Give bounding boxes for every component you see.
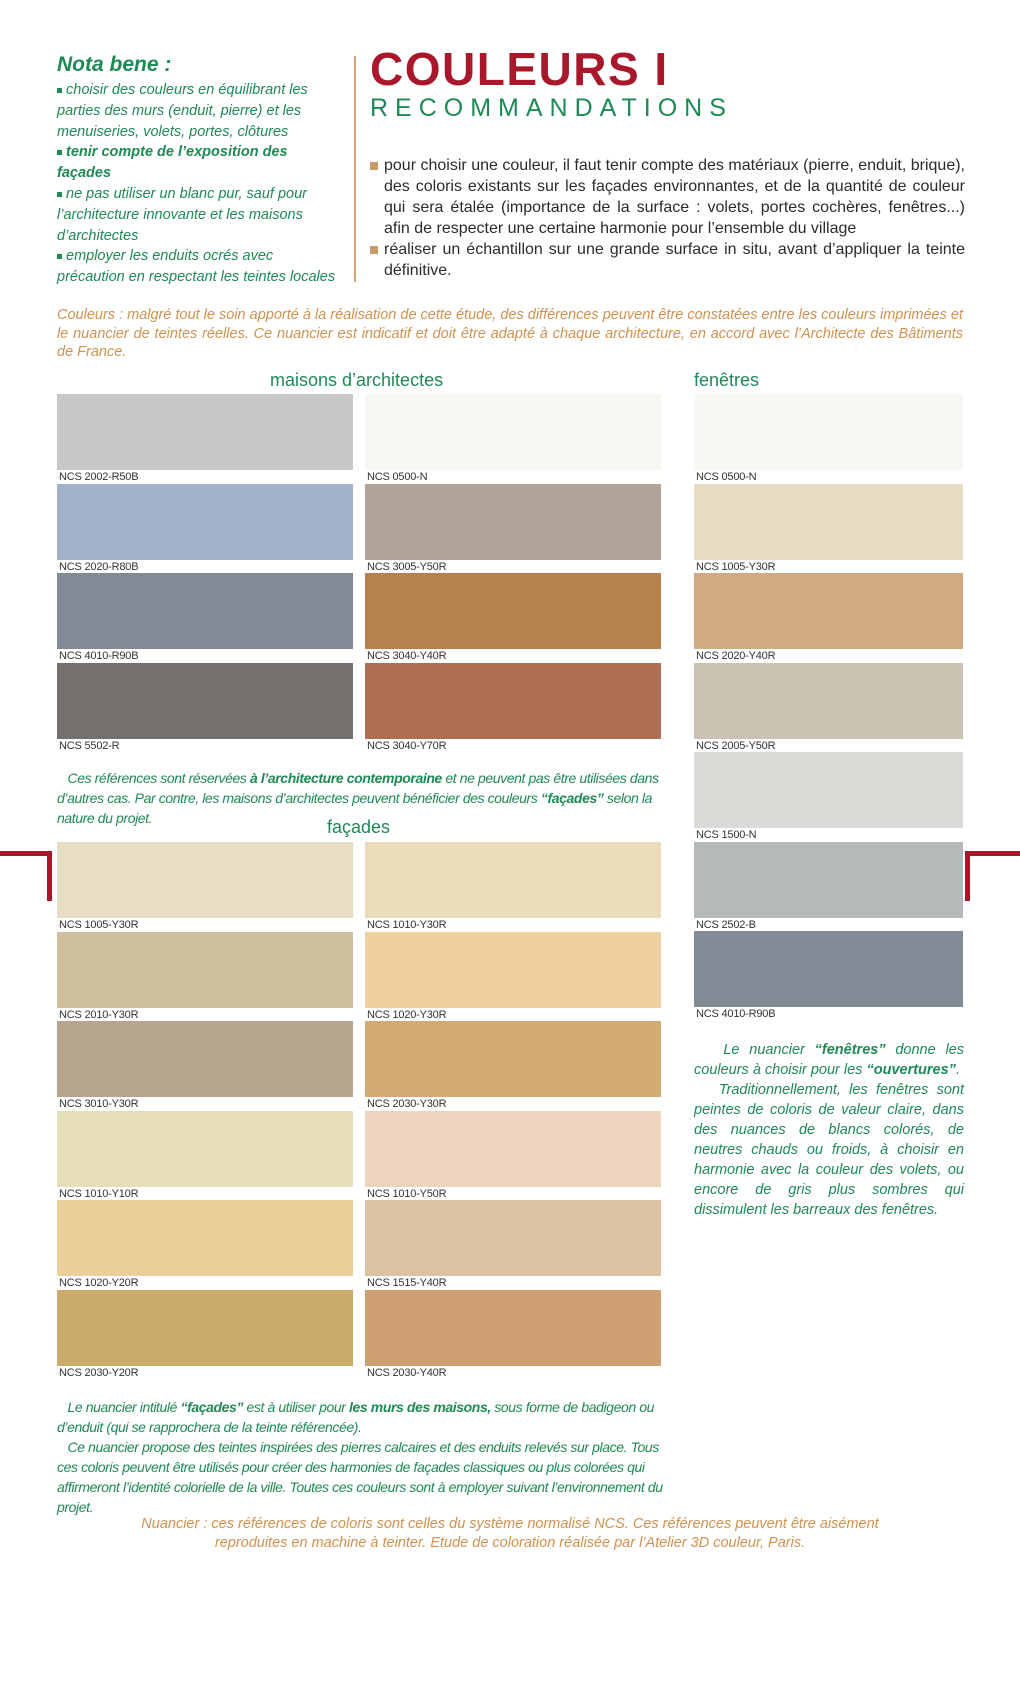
color-swatch-architectes	[57, 573, 353, 649]
note-fac-part-c: est à utiliser pour	[243, 1399, 350, 1415]
color-swatch-fenetres	[694, 842, 963, 918]
color-swatch-architectes	[57, 663, 353, 739]
swatch-code-label: NCS 3040-Y70R	[367, 739, 447, 752]
swatch-code-label: NCS 4010-R90B	[59, 650, 139, 662]
nota-item-3-text: ne pas utiliser un blanc pur, sauf pour l’architecture innovante et les maisons d’architectes	[57, 185, 308, 244]
recommendation-item-2	[370, 239, 965, 281]
swatch-code-label: NCS 1010-Y30R	[367, 919, 447, 931]
swatch-code-label: NCS 1515-Y40R	[367, 1277, 447, 1289]
note-fen-part-e: .	[955, 1062, 960, 1078]
recommendation-item-2-text: réaliser un échantillon sur une grande surface in situ, avant d’appliquer la teinte définitive.	[384, 241, 965, 279]
swatch-code-label: NCS 1010-Y50R	[367, 1187, 447, 1200]
nota-bene-panel	[57, 52, 340, 288]
nota-item-1	[57, 80, 340, 142]
color-swatch-facades	[365, 1200, 661, 1276]
swatch-code-label: NCS 2005-Y50R	[696, 739, 776, 752]
note-fen-part-d: “ouvertures”	[866, 1062, 956, 1078]
note-fen-part-f: Traditionnellement, les fenêtres sont peintes de coloris de valeur claire, dans des nuances de blancs colorés, de neutres chauds ou froids, à choisir en harmonie avec la couleur des volets, ou encore de gris plus sombres qui dissimulent les barreaux des fenêtres.	[694, 1082, 964, 1218]
swatch-code-label: NCS 3040-Y40R	[367, 650, 447, 662]
bullet-square-icon	[57, 254, 62, 259]
swatch-code-label: NCS 2010-Y30R	[59, 1008, 139, 1021]
section-title-architectes: maisons d’architectes	[270, 370, 444, 390]
note-architectes	[57, 768, 667, 828]
color-swatch-facades	[57, 932, 353, 1008]
recommendation-item-1-text: pour choisir une couleur, il faut tenir compte des matériaux (pierre, enduit, brique), des coloris existants sur les façades environnantes, et de la quantité de couleur qui sera étalée (importance de la surface : volets, portes cochères, fenêtres...) afin de respecter une certaine harmonie pour l’ensemble du village	[384, 157, 965, 237]
vertical-divider	[354, 56, 356, 282]
note-fac-part-e: sous forme de badigeon ou d’enduit (qui se rapprochera de la teinte référencée).	[57, 1399, 654, 1435]
note-fen-part-b: “fenêtres”	[814, 1042, 886, 1058]
color-swatch-fenetres	[694, 931, 963, 1007]
page-subtitle: RECOMMANDATIONS	[370, 94, 733, 122]
swatch-code-label: NCS 2030-Y30R	[367, 1098, 447, 1110]
footer-note: Nuancier : ces références de coloris sont celles du système normalisé NCS. Ces références peuvent être aisément reproduites en machine à teinter. Etude de coloration réalisée par l’Atelier 3D couleur, Paris.	[141, 1516, 879, 1551]
color-swatch-fenetres	[694, 663, 963, 739]
color-swatch-architectes	[57, 484, 353, 560]
swatch-code-label: NCS 3010-Y30R	[59, 1098, 139, 1110]
swatch-code-label: NCS 2020-R80B	[59, 560, 139, 573]
swatch-code-label: NCS 2030-Y20R	[59, 1366, 139, 1379]
color-swatch-fenetres	[694, 394, 963, 470]
color-swatch-architectes	[365, 573, 661, 649]
color-swatch-facades	[365, 932, 661, 1008]
note-fac-part-f: Ce nuancier propose des teintes inspirées des pierres calcaires et des enduits relevés sur place. Tous ces coloris peuvent être utilisés pour créer des harmonies de façades classiques ou plus colorées qui affirmeront l’identité colorielle de la ville. Toutes ces couleurs sont à employer suivant l’environnement du projet.	[57, 1439, 663, 1515]
swatch-code-label: NCS 1010-Y10R	[59, 1187, 139, 1200]
color-swatch-facades	[365, 1290, 661, 1366]
bullet-square-icon	[57, 88, 62, 93]
swatch-code-label: NCS 1500-N	[696, 829, 757, 841]
note-fen-part-a: Le nuancier	[723, 1042, 815, 1058]
section-title-fenetres: fenêtres	[694, 370, 760, 390]
recommendation-item-1	[370, 155, 965, 239]
nota-item-3	[57, 184, 340, 246]
color-swatch-facades	[57, 1290, 353, 1366]
note-fac-part-a: Le nuancier intitulé	[67, 1399, 181, 1415]
swatch-code-label: NCS 0500-N	[367, 471, 428, 483]
bullet-square-icon	[57, 150, 62, 155]
swatch-code-label: NCS 3005-Y50R	[367, 560, 447, 573]
section-title-facades: façades	[327, 817, 391, 837]
swatch-code-label: NCS 2002-R50B	[59, 471, 139, 483]
nota-item-2	[57, 142, 340, 184]
color-swatch-architectes	[365, 394, 661, 470]
note-fenetres	[694, 1040, 964, 1220]
nota-item-4	[57, 246, 340, 288]
swatch-code-label: NCS 5502-R	[59, 739, 120, 752]
note-arch-part-b: à l’architecture contemporaine	[250, 770, 442, 786]
color-swatch-fenetres	[694, 484, 963, 560]
bullet-square-icon	[370, 246, 378, 254]
nota-bene-title: Nota bene :	[57, 53, 172, 76]
note-fac-part-d: les murs des maisons,	[349, 1399, 491, 1415]
page-title: COULEURS I	[370, 43, 669, 95]
swatch-code-label: NCS 2030-Y40R	[367, 1366, 447, 1379]
color-swatch-architectes	[365, 484, 661, 560]
color-swatch-facades	[365, 842, 661, 918]
swatch-code-label: NCS 1020-Y30R	[367, 1008, 447, 1021]
swatch-code-label: NCS 1005-Y30R	[59, 919, 139, 931]
bracket-left-decoration	[0, 851, 52, 901]
swatch-code-label: NCS 1020-Y20R	[59, 1277, 139, 1289]
color-swatch-architectes	[365, 663, 661, 739]
bullet-square-icon	[370, 162, 378, 170]
swatch-code-label: NCS 4010-R90B	[696, 1008, 776, 1020]
note-arch-part-e: selon la nature du projet.	[57, 790, 652, 826]
colour-caveat: Couleurs : malgré tout le soin apporté à la réalisation de cette étude, des différences peuvent être constatées entre les couleurs imprimées et le nuancier de teintes réelles. Ce nuancier est indicatif et doit être adapté à chaque architecture, en accord avec l’Architecte des Bâtiments de France.	[57, 307, 963, 360]
swatch-code-label: NCS 0500-N	[696, 471, 757, 483]
recommendation-list	[370, 155, 965, 281]
nota-item-4-text: employer les enduits ocrés avec précaution en respectant les teintes locales	[57, 248, 336, 286]
color-swatch-fenetres	[694, 752, 963, 828]
color-swatch-facades	[57, 1200, 353, 1276]
color-swatch-facades	[57, 1111, 353, 1187]
note-arch-part-d: “façades”	[540, 790, 604, 806]
note-facades	[57, 1397, 667, 1517]
note-fen-part-c: donne les couleurs à choisir pour les	[694, 1042, 964, 1078]
color-swatch-facades	[57, 842, 353, 918]
bullet-square-icon	[57, 192, 62, 197]
swatch-code-label: NCS 1005-Y30R	[696, 560, 776, 573]
note-arch-part-a: Ces références sont réservées	[67, 770, 251, 786]
color-swatch-facades	[57, 1021, 353, 1097]
swatch-code-label: NCS 2020-Y40R	[696, 650, 776, 662]
swatch-code-label: NCS 2502-B	[696, 918, 756, 931]
nota-item-1-text: choisir des couleurs en équilibrant les parties des murs (enduit, pierre) et les menuiseries, volets, portes, clôtures	[57, 82, 308, 140]
color-swatch-facades	[365, 1111, 661, 1187]
note-arch-part-c: et ne peuvent pas être utilisées dans d’autres cas. Par contre, les maisons d’architectes peuvent bénéficier des couleurs	[57, 770, 659, 806]
nota-item-2-text: tenir compte de l’exposition des façades	[57, 144, 288, 182]
color-swatch-facades	[365, 1021, 661, 1097]
color-swatch-fenetres	[694, 573, 963, 649]
note-fac-part-b: “façades”	[180, 1399, 244, 1415]
bracket-right-decoration	[965, 851, 1020, 901]
color-swatch-architectes	[57, 394, 353, 470]
